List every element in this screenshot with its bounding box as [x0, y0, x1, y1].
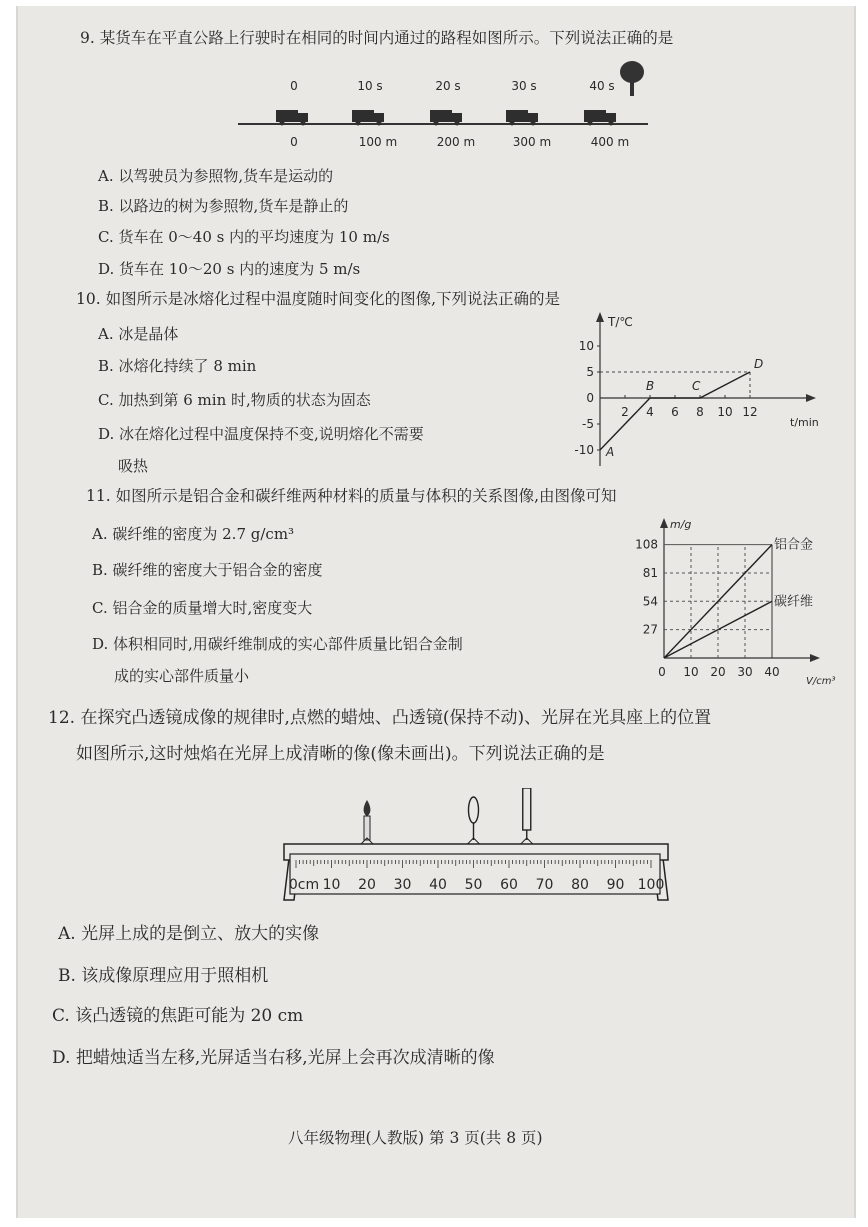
q11-option-a: A. 碳纤维的密度为 2.7 g/cm³ — [92, 525, 295, 543]
q10-option-c: C. 加热到第 6 min 时,物质的状态为固态 — [98, 391, 371, 409]
flame-icon — [364, 800, 371, 816]
y-tick-label: 81 — [642, 565, 658, 580]
lens-shape — [469, 797, 479, 823]
x-tick-label: 4 — [646, 405, 654, 419]
page-footer: 八年级物理(人教版) 第 3 页(共 8 页) — [288, 1129, 543, 1147]
series-label-1: 碳纤维 — [774, 594, 814, 610]
q10-option-a: A. 冰是晶体 — [98, 325, 179, 343]
time-label-30: 30 s — [511, 79, 537, 93]
q12-option-d: D. 把蜡烛适当左移,光屏适当右移,光屏上会再次成清晰的像 — [52, 1048, 495, 1068]
truck-wheel — [609, 121, 614, 126]
y-tick-label: 27 — [642, 622, 658, 637]
x-tick-label: 10 — [717, 405, 733, 419]
scale-label: 100 — [637, 877, 665, 893]
q10-option-b: B. 冰熔化持续了 8 min — [98, 357, 257, 375]
truck-wheel — [531, 121, 536, 126]
truck-wheel — [510, 121, 515, 126]
point-label-C: C — [692, 379, 701, 393]
dist-label-0: 0 — [290, 135, 298, 149]
point-label-D: D — [754, 357, 764, 371]
y-axis-arrow — [660, 518, 668, 528]
q9-option-d: D. 货车在 10～20 s 内的速度为 5 m/s — [98, 260, 361, 278]
dist-label-400: 400 m — [590, 135, 630, 149]
q11-option-c: C. 铝合金的质量增大时,密度变大 — [92, 599, 313, 617]
y-tick-label: 54 — [642, 594, 658, 609]
truck-body — [430, 110, 452, 122]
screen-icon — [521, 788, 533, 844]
scale-label: 30 — [393, 877, 412, 893]
x-tick-label: 30 — [737, 665, 753, 679]
q12-stem-line2: 如图所示,这时烛焰在光屏上成清晰的像(像未画出)。下列说法正确的是 — [76, 744, 605, 764]
q11-option-d: D. 体积相同时,用碳纤维制成的实心部件质量比铝合金制 — [92, 635, 463, 653]
y-tick-label: 108 — [635, 537, 658, 552]
lens-icon — [468, 797, 480, 844]
x-tick-label: 10 — [683, 665, 699, 679]
time-label-20: 20 s — [435, 79, 461, 93]
q12-stem-line1: 12. 在探究凸透镜成像的规律时,点燃的蜡烛、凸透镜(保持不动)、光屏在光具座上的位置 — [48, 708, 712, 728]
x-axis-label: t/min — [790, 416, 819, 429]
scale-label: 60 — [500, 877, 518, 893]
point-label-A: A — [606, 445, 615, 459]
dist-label-200: 200 m — [436, 135, 476, 149]
truck-body — [276, 110, 298, 122]
y-tick-label: 5 — [586, 365, 594, 379]
x-tick-label: 20 — [710, 665, 726, 679]
q9-option-b: B. 以路边的树为参照物,货车是静止的 — [98, 197, 349, 215]
truck-body — [352, 110, 374, 122]
q10-stem: 10. 如图所示是冰熔化过程中温度随时间变化的图像,下列说法正确的是 — [76, 290, 561, 308]
x-axis-arrow — [810, 654, 820, 662]
truck-diagram — [228, 54, 668, 154]
scale-label: 40 — [429, 877, 447, 893]
truck-wheel — [356, 121, 361, 126]
y-tick-label: 10 — [578, 339, 594, 353]
q12-option-c: C. 该凸透镜的焦距可能为 20 cm — [52, 1006, 304, 1026]
x-tick-label: 8 — [696, 405, 704, 419]
q12-option-a: A. 光屏上成的是倒立、放大的实像 — [58, 924, 320, 944]
dist-label-100: 100 m — [358, 135, 398, 149]
scale-label: 20 — [358, 877, 376, 893]
q12-option-b: B. 该成像原理应用于照相机 — [58, 966, 269, 986]
y-axis-label: T/℃ — [608, 315, 633, 329]
y-axis-arrow — [596, 312, 604, 322]
q9-option-a: A. 以驾驶员为参照物,货车是运动的 — [98, 167, 334, 185]
x-tick-label: 2 — [621, 405, 629, 419]
time-label-40: 40 s — [589, 79, 615, 93]
scale-label: 10 — [322, 877, 341, 893]
q10-option-d: D. 冰在熔化过程中温度保持不变,说明熔化不需要 — [98, 425, 424, 443]
truck-body — [506, 110, 528, 122]
optical-bench-diagram — [254, 788, 674, 908]
scale-label: 80 — [571, 877, 589, 893]
scale-label: 90 — [606, 877, 625, 893]
candle-icon — [361, 800, 373, 844]
ice-melting-chart — [538, 306, 828, 476]
truck-wheel — [301, 121, 306, 126]
q11-option-b: B. 碳纤维的密度大于铝合金的密度 — [92, 561, 323, 579]
q10-option-d-cont: 吸热 — [118, 457, 149, 475]
x-tick-label: 12 — [742, 405, 758, 419]
y-tick-label: 0 — [586, 391, 594, 405]
exam-page — [16, 6, 856, 1218]
scale-label: 50 — [464, 877, 483, 893]
time-label-0: 0 — [290, 79, 298, 93]
x-tick-label: 6 — [671, 405, 679, 419]
truck-wheel — [434, 121, 439, 126]
mass-volume-chart — [612, 510, 842, 690]
y-axis-label: m/g — [670, 518, 692, 531]
q11-stem: 11. 如图所示是铝合金和碳纤维两种材料的质量与体积的关系图像,由图像可知 — [86, 487, 617, 505]
scale-label: 0cm — [288, 877, 320, 893]
screen-panel — [523, 788, 531, 830]
truck-wheel — [280, 121, 285, 126]
x-tick-label: 0 — [658, 665, 666, 679]
scale-label: 70 — [535, 877, 554, 893]
x-tick-label: 40 — [764, 665, 780, 679]
tree-icon — [620, 61, 644, 96]
point-label-B: B — [646, 379, 655, 393]
time-label-10: 10 s — [357, 79, 383, 93]
truck-wheel — [588, 121, 593, 126]
truck-wheel — [455, 121, 460, 126]
truck-wheel — [377, 121, 382, 126]
x-axis-label: V/cm³ — [806, 676, 836, 687]
y-tick-label: -10 — [574, 443, 594, 457]
series-label-0: 铝合金 — [774, 537, 814, 553]
q9-stem: 9. 某货车在平直公路上行驶时在相同的时间内通过的路程如图所示。下列说法正确的是 — [80, 29, 674, 47]
candle-body — [364, 816, 370, 840]
truck-body — [584, 110, 606, 122]
q9-option-c: C. 货车在 0～40 s 内的平均速度为 10 m/s — [98, 228, 390, 246]
y-tick-label: -5 — [582, 417, 594, 431]
x-axis-arrow — [806, 394, 816, 402]
dist-label-300: 300 m — [512, 135, 552, 149]
q11-option-d-cont: 成的实心部件质量小 — [114, 667, 250, 685]
